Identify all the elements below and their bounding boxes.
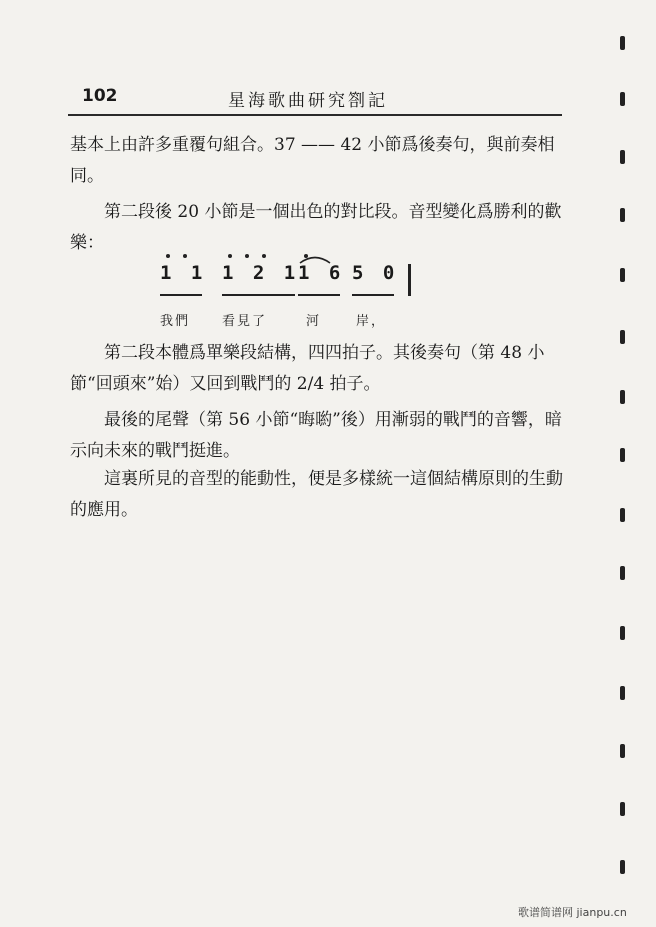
page-header [68,86,568,112]
octave-dot [166,254,170,258]
binding-hole-mark [620,268,625,282]
note-group-text: 1 2 1 [222,262,300,284]
paragraph-4: 最後的尾聲（第 56 小節“晦喲”後）用漸弱的戰鬥的音響，暗示向未來的戰鬥挺進。 [70,410,562,461]
paragraph-2: 第二段後 20 小節是一個出色的對比段。音型變化爲勝利的歡樂： [70,202,562,253]
note-group-3 [298,262,344,298]
binding-hole-mark [620,390,625,404]
binding-hole-mark [620,92,625,106]
binding-hole-mark [620,860,625,874]
lyric-1: 我們 [160,314,191,329]
note-group-text: 1 1 [160,262,207,284]
binding-hole-mark [620,448,625,462]
octave-dot [304,254,308,258]
paragraph-1: 基本上由許多重覆句組合。37 —— 42 小節爲後奏句，與前奏相同。 [70,135,555,186]
octave-dot [262,254,266,258]
octave-dot [183,254,187,258]
note-group-1 [160,262,206,298]
binding-hole-mark [620,508,625,522]
beam-line [222,294,295,296]
lyric-4: 岸， [356,314,387,329]
binding-hole-mark [620,686,625,700]
binding-hole-mark [620,36,625,50]
running-title: 星海歌曲研究劄記 [228,91,388,111]
binding-hole-mark [620,744,625,758]
octave-dot [245,254,249,258]
header-rule [68,114,562,116]
note-group-2 [222,262,299,298]
binding-hole-mark [620,208,625,222]
numbered-notation-excerpt [160,262,430,332]
lyric-2: 看見了 [222,314,268,329]
binding-hole-mark [620,626,625,640]
beam-line [352,294,394,296]
beam-line [298,294,340,296]
note-group-text: 1 6 [298,262,345,284]
binding-hole-mark [620,150,625,164]
watermark-text: 歌谱简谱网 jianpu.cn [518,906,627,919]
lyric-3: 河 [306,314,322,329]
page-number: 102 [82,86,118,106]
paragraph-3: 第二段本體爲單樂段結構，四四拍子。其後奏句（第 48 小節“回頭來”始）又回到戰鬥的 2/4 拍子。 [70,343,545,394]
binding-hole-mark [620,330,625,344]
bar-line [408,264,411,296]
binding-hole-mark [620,566,625,580]
binding-hole-mark [620,802,625,816]
note-group-text: 5 0 [352,262,399,284]
beam-line [160,294,202,296]
paragraph-5: 這裏所見的音型的能動性，便是多樣統一這個結構原則的生動的應用。 [70,469,563,520]
octave-dot [228,254,232,258]
note-group-4 [352,262,398,298]
